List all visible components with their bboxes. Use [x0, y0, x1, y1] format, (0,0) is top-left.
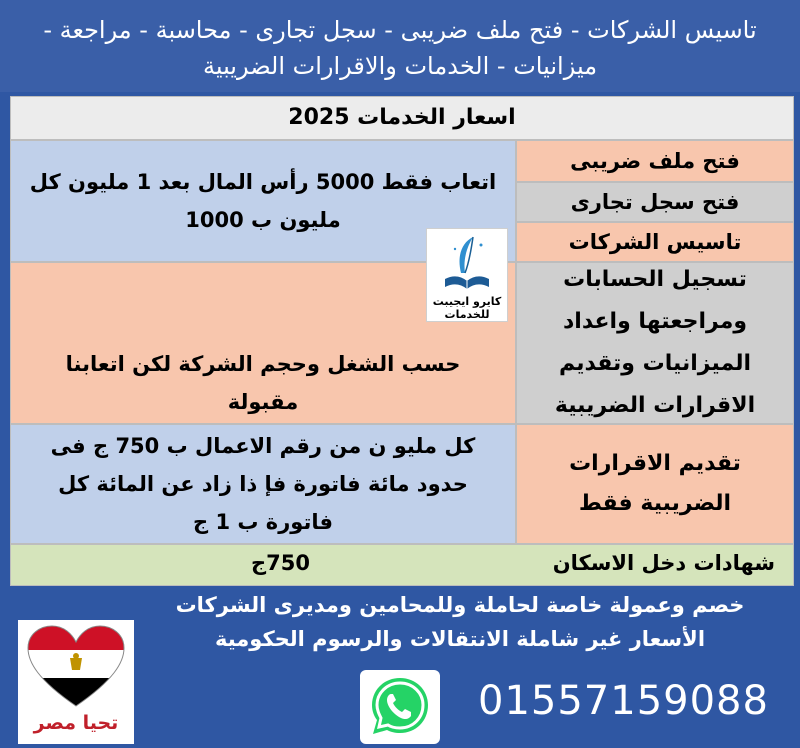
fees-note: الأسعار غير شاملة الانتقالات والرسوم الحكومية — [214, 627, 706, 651]
egypt-heart-flag-icon — [18, 620, 134, 712]
header-line-1: تاسيس الشركات - فتح ملف ضريبى - سجل تجارى - محاسبة - مراجعة - — [43, 16, 757, 44]
quill-book-icon — [437, 233, 497, 295]
service-label: تقديم الاقرارات الضريبية فقط — [569, 451, 741, 516]
company-logo — [426, 228, 508, 322]
table-title: اسعار الخدمات 2025 — [10, 96, 794, 140]
housing-price: 750ج — [251, 551, 310, 575]
price-tax-returns — [10, 424, 516, 544]
service-tax-returns — [516, 424, 794, 544]
discount-note: خصم وعمولة خاصة لحاملة وللمحامين ومديرى الشركات — [175, 593, 745, 617]
service-accounting — [516, 262, 794, 424]
logo-text: كايرو ايجيبت للخدمات — [432, 295, 502, 321]
service-tax-file — [516, 140, 794, 182]
flag-caption: تحيا مصر — [33, 712, 119, 734]
service-label: تاسيس الشركات — [568, 230, 742, 254]
header-line-2: ميزانيات - الخدمات والاقرارات الضريبية — [202, 52, 598, 80]
service-label: فتح سجل تجارى — [570, 190, 740, 214]
service-label: تسجيل الحسابات ومراجعتها واعداد الميزانيات وتقديم الاقرارات الضريبية — [554, 267, 756, 418]
price-company-setup-text: اتعاب فقط 5000 رأس المال بعد 1 مليون كل مليون ب 1000 — [29, 170, 497, 232]
housing-certificates-row — [10, 544, 794, 586]
phone-number[interactable]: 01557159088 — [478, 678, 769, 724]
price-tax-returns-text: كل مليو ن من رقم الاعمال ب 750 ج فى حدود مائة فاتورة فإ ذا زاد عن المائة كل فاتورة ب 1 ج — [50, 434, 476, 534]
price-accounting-text: حسب الشغل وحجم الشركة لكن اتعابنا مقبولة — [65, 352, 461, 414]
egypt-flag-card — [18, 620, 134, 744]
header-banner — [0, 0, 800, 92]
whatsapp-button[interactable] — [360, 670, 440, 744]
housing-label: شهادات دخل الاسكان — [552, 551, 775, 575]
service-company-setup — [516, 222, 794, 262]
whatsapp-icon — [367, 674, 433, 740]
service-label: فتح ملف ضريبى — [570, 149, 740, 173]
service-commercial-register — [516, 182, 794, 222]
